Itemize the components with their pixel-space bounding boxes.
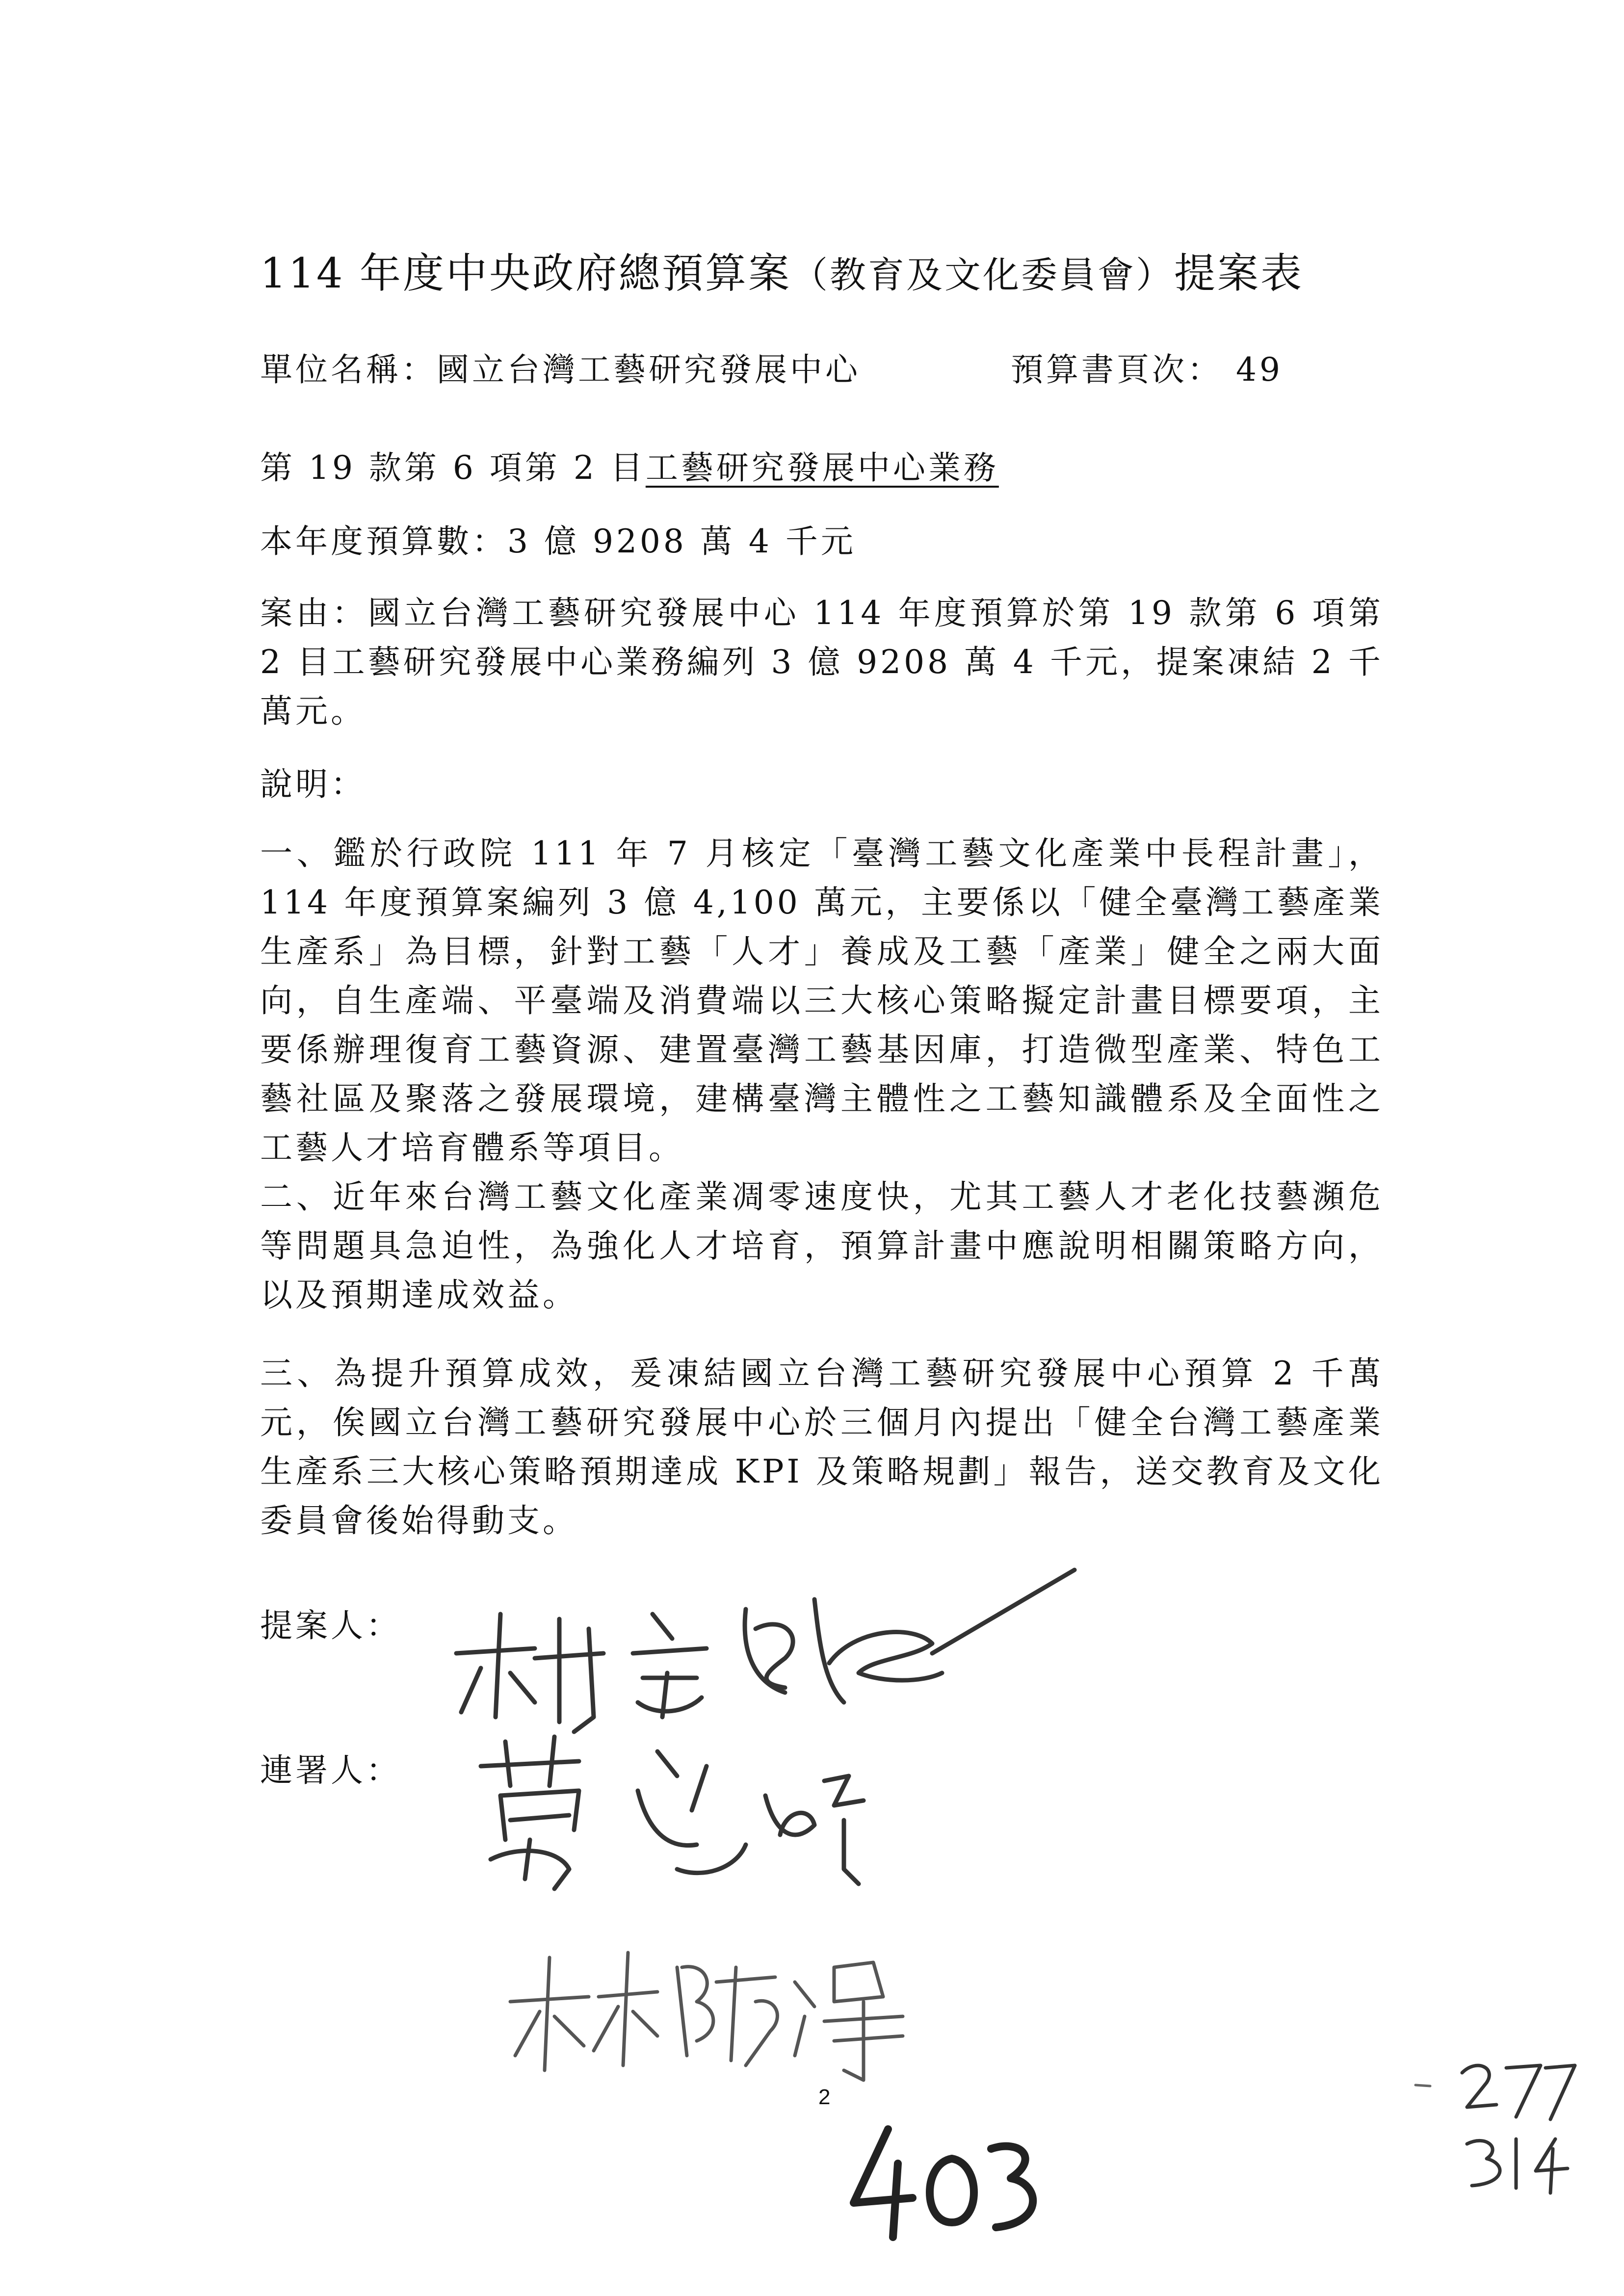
explanation-paragraph-3: 三、為提升預算成效，爰凍結國立台灣工藝研究發展中心預算 2 千萬元，俟國立台灣工藝研究發展中心於三個月內提出「健全台灣工藝產業生產系三大核心策略預期達成 KPI 及策略規劃」報告，送交教育及文化委員會後始得動支。 bbox=[260, 1355, 1384, 1539]
budget-item-name: 工藝研究發展中心業務 bbox=[645, 449, 999, 487]
title-tail: 提案表 bbox=[1174, 249, 1304, 297]
title-committee: （教育及文化委員會） bbox=[791, 254, 1175, 296]
unit-line bbox=[260, 343, 1283, 390]
budget-page-reference: 預算書頁次： 49 bbox=[1011, 351, 1283, 389]
explanation-label: 說明： bbox=[260, 765, 366, 803]
unit-name: 單位名稱：國立台灣工藝研究發展中心 bbox=[260, 351, 861, 389]
cosigner-label: 連署人： bbox=[260, 1751, 401, 1789]
annual-budget: 本年度預算數：3 億 9208 萬 4 千元 bbox=[260, 522, 856, 560]
handwritten-number-upper-right bbox=[1452, 2053, 1580, 2122]
title-main: 114 年度中央政府總預算案 bbox=[260, 249, 792, 297]
proposer-signature bbox=[442, 1555, 1079, 1742]
page-number: 2 bbox=[818, 2085, 831, 2109]
margin-dash-mark bbox=[1413, 2080, 1433, 2090]
proposer-label: 提案人： bbox=[260, 1607, 401, 1644]
explanation-paragraph-1: 一、鑑於行政院 111 年 7 月核定「臺灣工藝文化產業中長程計畫」，114 年度預算案編列 3 億 4,100 萬元，主要係以「健全臺灣工藝產業生產系」為目標，針對工藝「人才」養成及工藝「產業」健全之兩大面向，自生產端、平臺端及消費端以三大核心策略擬定計畫目標要項，主要係辦理復育工藝資源、建置臺灣工藝基因庫，打造微型產業、特色工藝社區及聚落之發展環境，建構臺灣主體性之工藝知識體系及全面性之工藝人才培育體系等項目。 bbox=[260, 835, 1384, 1167]
document-title bbox=[260, 240, 1304, 300]
cosigner-2-signature bbox=[500, 1938, 942, 2085]
budget-item-line bbox=[260, 442, 999, 488]
explanation-paragraph-2: 二、近年來台灣工藝文化產業凋零速度快，尤其工藝人才老化技藝瀕危等問題具急迫性，為強化人才培育，預算計畫中應說明相關策略方向，以及預期達成效益。 bbox=[260, 1178, 1384, 1314]
case-reason: 案由：國立台灣工藝研究發展中心 114 年度預算於第 19 款第 6 項第 2 目工藝研究發展中心業務編列 3 億 9208 萬 4 千元，提案凍結 2 千萬元。 bbox=[260, 594, 1384, 730]
handwritten-number-lower-right bbox=[1457, 2129, 1570, 2198]
cosigner-1-signature bbox=[471, 1722, 893, 1899]
budget-item-prefix: 第 19 款第 6 項第 2 目 bbox=[260, 449, 646, 487]
handwritten-number-main bbox=[844, 2119, 1050, 2242]
